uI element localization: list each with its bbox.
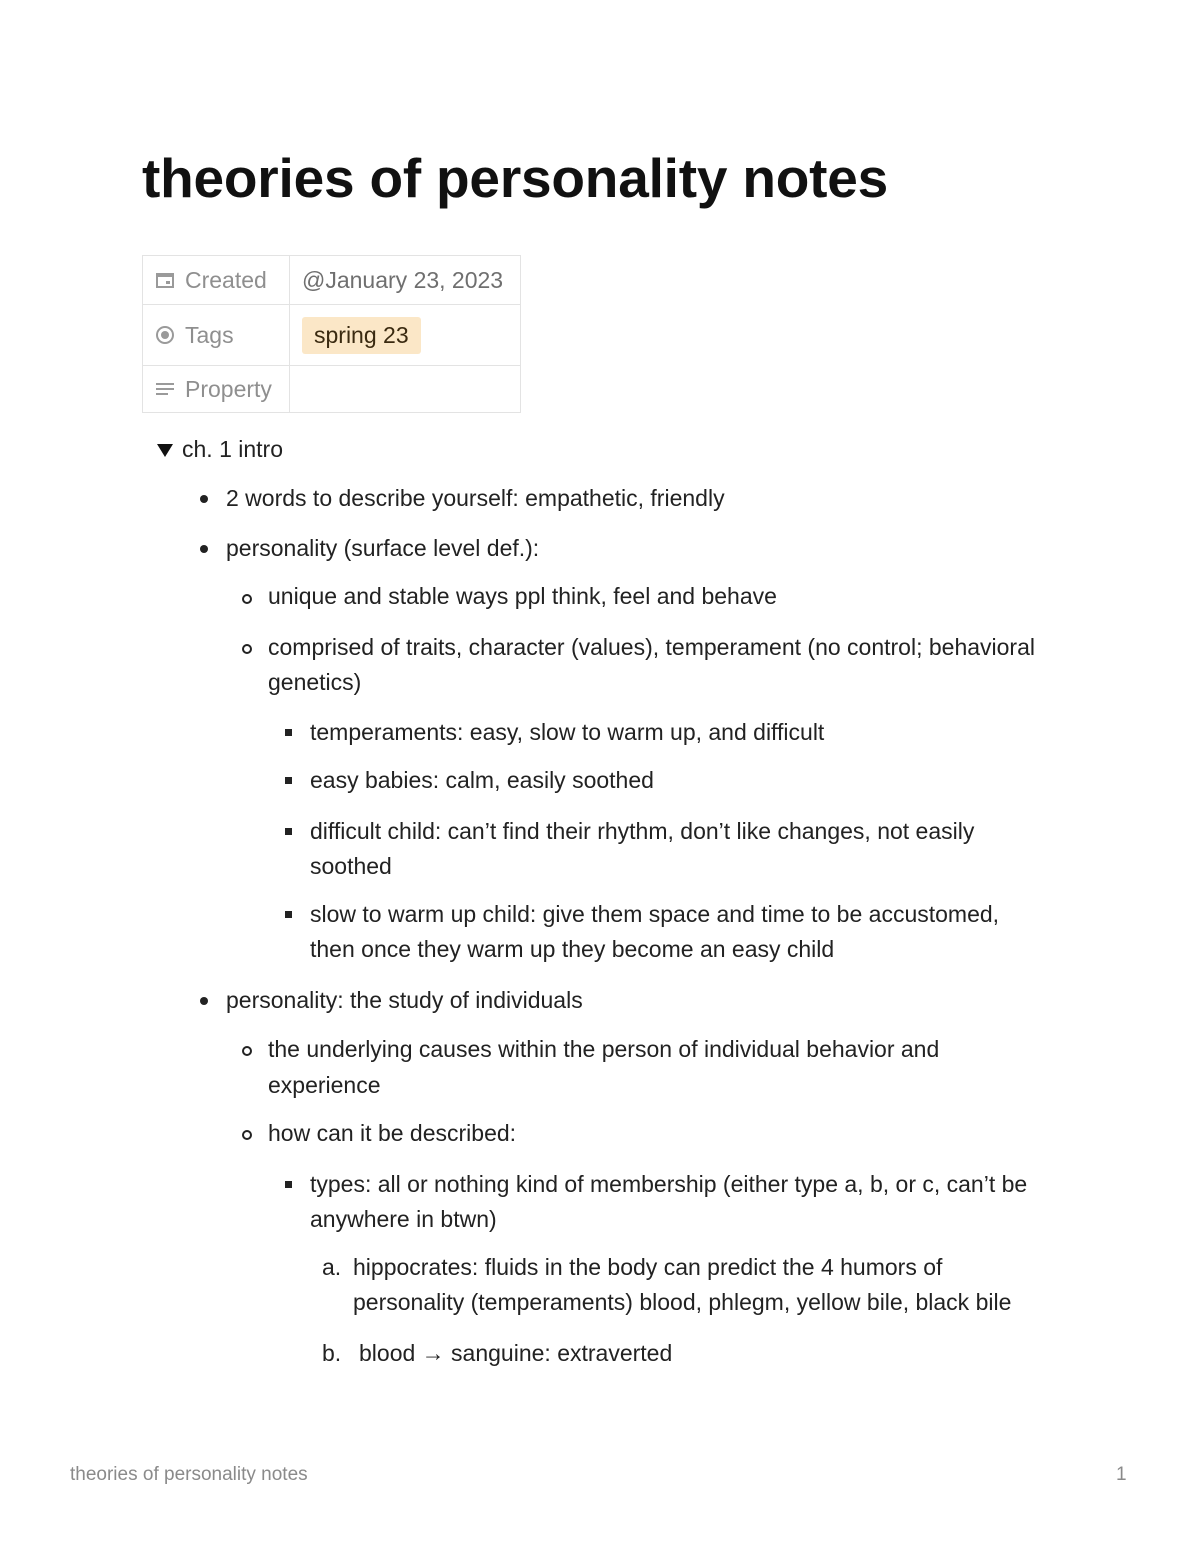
footer-page-number: 1 — [1116, 1464, 1127, 1485]
created-label: Created — [185, 266, 267, 293]
list-item: the underlying causes within the person of individual behavior and — [268, 1036, 940, 1062]
bullet-circle — [242, 644, 252, 654]
bullet-square — [285, 777, 292, 784]
tags-label: Tags — [185, 321, 234, 348]
ordered-list-item: blood → sanguine: extraverted — [359, 1340, 673, 1366]
list-item: personality: the study of individuals — [226, 987, 583, 1013]
bullet-square — [285, 828, 292, 835]
bullet-disc — [200, 495, 208, 503]
list-item: how can it be described: — [268, 1120, 517, 1146]
list-item: slow to warm up child: give them space and time to be accustomed, — [310, 901, 1000, 927]
list-item: temperaments: easy, slow to warm up, and difficult — [310, 719, 825, 745]
ordered-list-item: hippocrates: fluids in the body can predict the 4 humors of — [353, 1254, 943, 1280]
list-marker: a. — [322, 1254, 342, 1280]
created-value[interactable]: @January 23, 2023 — [290, 256, 521, 305]
list-item: easy babies: calm, easily soothed — [310, 767, 654, 793]
triangle-down-icon[interactable] — [156, 442, 174, 458]
list-item-continued: anywhere in btwn) — [310, 1206, 497, 1232]
footer-doc-title: theories of personality notes — [70, 1464, 308, 1485]
list-marker: b. — [322, 1340, 342, 1366]
page-title: theories of personality notes — [142, 147, 889, 209]
bullet-square — [285, 911, 292, 918]
list-item: comprised of traits, character (values), temperament (no control; behavioral — [268, 634, 1035, 660]
property-label: Property — [185, 375, 272, 402]
property-row-property — [143, 366, 521, 413]
property-row-tags — [143, 305, 521, 366]
list-item: personality (surface level def.): — [226, 535, 540, 561]
list-item-continued: experience — [268, 1072, 381, 1098]
list-item-continued: then once they warm up they become an easy child — [310, 936, 835, 962]
bullet-circle — [242, 1046, 252, 1056]
list-item-continued: genetics) — [268, 669, 362, 695]
tag-icon — [155, 325, 175, 345]
property-row-created — [143, 256, 521, 305]
property-value[interactable] — [290, 366, 521, 413]
list-item: difficult child: can’t find their rhythm, don’t like changes, not easily — [310, 818, 975, 844]
calendar-icon — [155, 270, 175, 290]
bullet-square — [285, 1181, 292, 1188]
text-lines-icon — [155, 379, 175, 399]
toggle-ch1-intro[interactable] — [156, 436, 283, 463]
list-item-continued: soothed — [310, 853, 392, 879]
properties-table — [142, 255, 521, 413]
tag-badge[interactable]: spring 23 — [302, 317, 421, 354]
toggle-label: ch. 1 intro — [182, 436, 283, 462]
bullet-disc — [200, 997, 208, 1005]
list-item: 2 words to describe yourself: empathetic, friendly — [226, 485, 725, 511]
bullet-square — [285, 729, 292, 736]
bullet-disc — [200, 545, 208, 553]
list-item-continued: personality (temperaments) blood, phlegm, yellow bile, black bile — [353, 1289, 1012, 1315]
list-item: unique and stable ways ppl think, feel and behave — [268, 583, 777, 609]
bullet-circle — [242, 594, 252, 604]
list-item: types: all or nothing kind of membership (either type a, b, or c, can’t be — [310, 1171, 1028, 1197]
bullet-circle — [242, 1130, 252, 1140]
